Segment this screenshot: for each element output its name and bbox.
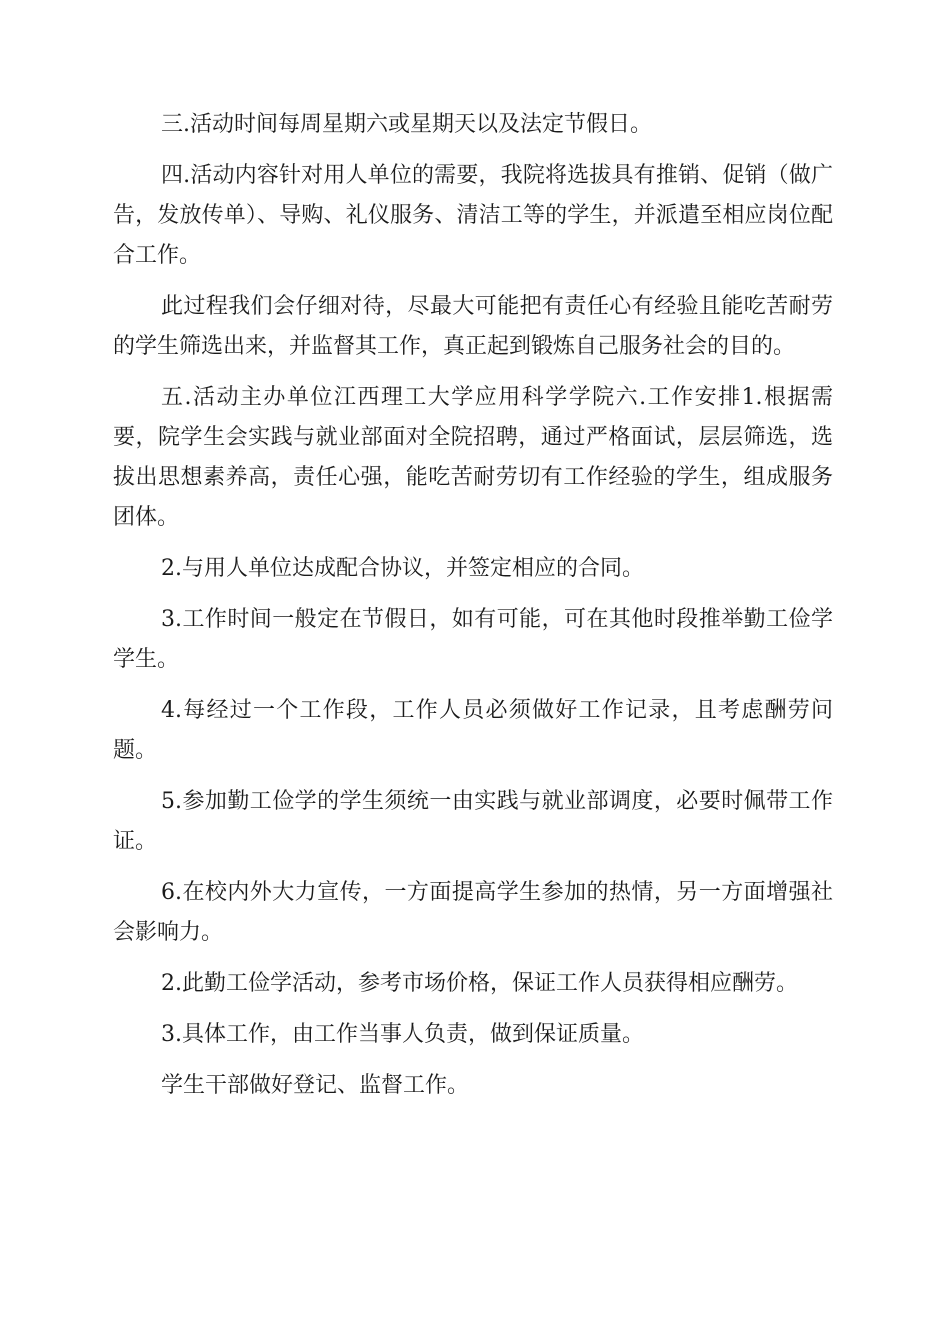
paragraph-dispatch: 5.参加勤工俭学的学生须统一由实践与就业部调度，必要时佩带工作证。 [113, 789, 833, 854]
document-body [113, 105, 833, 1117]
paragraph-activity-content: 四.活动内容针对用人单位的需要，我院将选拔具有推销、促销（做广告，发放传单）、导购、礼仪服务、清洁工等的学生，并派遣至相应岗位配合工作。 [113, 163, 833, 268]
paragraph-responsibility: 3.具体工作，由工作当事人负责，做到保证质量。 [161, 1022, 644, 1047]
paragraph-work-time: 3.工作时间一般定在节假日，如有可能，可在其他时段推举勤工俭学学生。 [113, 607, 833, 672]
paragraph-supervision: 学生干部做好登记、监督工作。 [161, 1073, 470, 1098]
paragraph-activity-time: 三.活动时间每周星期六或星期天以及法定节假日。 [161, 112, 652, 137]
paragraph-organizer-arrangement: 五.活动主办单位江西理工大学应用科学学院六.工作安排1.根据需要，院学生会实践与就业部面对全院招聘，通过严格面试，层层筛选，选拔出思想素养高，责任心强，能吃苦耐劳切有工作经验的学生，组成服务团体。 [113, 385, 833, 530]
paragraph-work-records: 4.每经过一个工作段，工作人员必须做好工作记录，且考虑酬劳问题。 [113, 698, 833, 763]
paragraph-cooperation-agreement: 2.与用人单位达成配合协议，并签定相应的合同。 [161, 556, 644, 581]
paragraph-publicity: 6.在校内外大力宣传，一方面提高学生参加的热情，另一方面增强社会影响力。 [113, 880, 833, 945]
paragraph-selection-process: 此过程我们会仔细对待，尽最大可能把有责任心有经验且能吃苦耐劳的学生筛选出来，并监督其工作，真正起到锻炼自己服务社会的目的。 [113, 294, 833, 359]
paragraph-remuneration: 2.此勤工俭学活动，参考市场价格，保证工作人员获得相应酬劳。 [161, 971, 798, 996]
